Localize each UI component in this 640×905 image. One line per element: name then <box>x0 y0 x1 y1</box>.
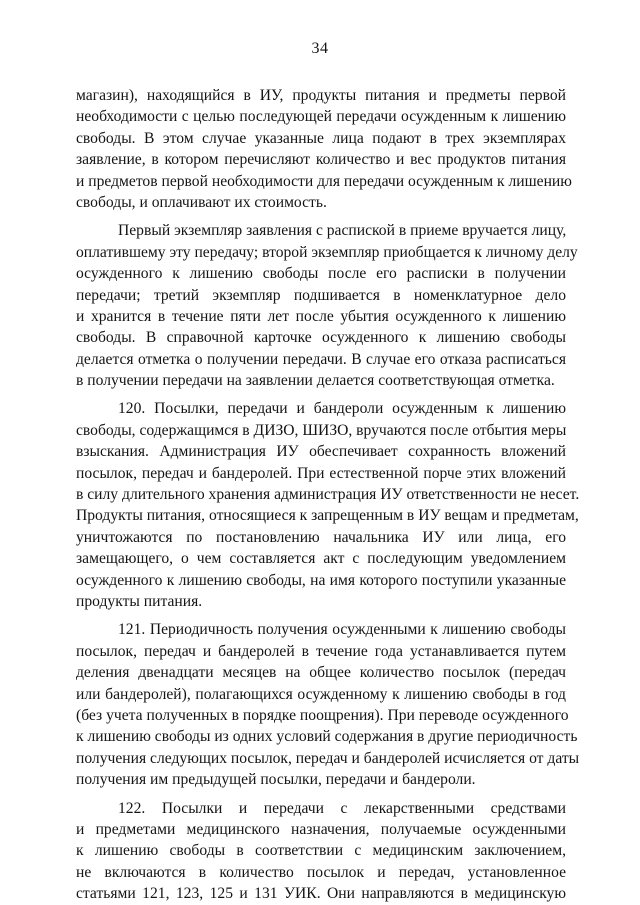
text-line: уничтожаются по постановлению начальника ИУ или лица, его <box>76 528 566 546</box>
text-line: замещающего, о чем составляется акт с последующим уведомлением <box>76 550 566 568</box>
text-line: в получении передачи на заявлении делается соответствующая отметка. <box>76 372 555 390</box>
text-line: свободы, и оплачивают их стоимость. <box>76 193 327 211</box>
text-line: передачи; третий экземпляр подшивается в номенклатурное дело <box>76 286 566 304</box>
paragraph-spacer <box>76 213 566 220</box>
paragraph <box>76 220 578 391</box>
text-line: свободы. В этом случае указанные лица подают в трех экземплярах <box>76 129 566 147</box>
paragraph-spacer <box>76 791 566 798</box>
text-line: 121. Периодичность получения осужденными к лишению свободы <box>118 621 566 639</box>
text-line: Первый экземпляр заявления с распиской в приеме вручается лицу, <box>118 222 567 240</box>
text-line: 122. Посылки и передачи с лекарственными средствами <box>118 799 566 817</box>
text-line: осужденного к лишению свободы, на имя которого поступили указанные <box>76 571 566 589</box>
text-line: посылок, передач и бандеролей. При естественной порче этих вложений <box>76 464 566 482</box>
text-line: в силу длительного хранения администрация ИУ ответственности не несет. <box>76 486 580 504</box>
text-line: не включаются в количество посылок и передач, установленное <box>76 863 566 881</box>
text-line: получения им предыдущей посылки, передачи и бандероли. <box>76 771 476 789</box>
paragraph-spacer <box>76 391 566 398</box>
text-line: продукты питания. <box>76 592 203 610</box>
text-line: Продукты питания, относящиеся к запрещенным в ИУ вещам и предметам, <box>76 507 579 525</box>
paragraph <box>76 398 580 612</box>
text-line: статьями 121, 123, 125 и 131 УИК. Они направляются в медицинскую <box>76 885 566 903</box>
text-line: делается отметка о получении передачи. В случае его отказа расписаться <box>76 350 566 368</box>
page-number: 34 <box>311 40 329 57</box>
text-line: посылок, передач и бандеролей в течение года устанавливается путем <box>76 642 566 660</box>
text-line: 120. Посылки, передачи и бандероли осужденным к лишению <box>118 400 566 418</box>
text-line: взыскания. Администрация ИУ обеспечивает сохранность вложений <box>76 443 566 461</box>
text-line: или бандеролей), полагающихся осужденному к лишению свободы в год <box>76 685 566 703</box>
paragraph <box>76 619 580 790</box>
text-line: (без учета полученных в порядке поощрения). При переводе осужденного <box>76 706 569 724</box>
text-line: осужденного к лишению свободы после его расписки в получении <box>76 265 566 283</box>
paragraph <box>76 85 572 213</box>
text-line: оплатившему эту передачу; второй экземпляр приобщается к личному делу <box>76 243 578 261</box>
text-line: и хранится в течение пяти лет после убытия осужденного к лишению <box>76 307 566 325</box>
text-line: и предметами медицинского назначения, получаемые осужденными <box>76 820 566 838</box>
text-line: и предметов первой необходимости для передачи осужденным к лишению <box>76 172 572 190</box>
paragraph <box>76 798 566 905</box>
text-line: магазин), находящийся в ИУ, продукты питания и предметы первой <box>76 87 566 104</box>
text-line: к лишению свободы в соответствии с медицинским заключением, <box>76 842 566 860</box>
text-line: к лишению свободы из одних условий содержания в другие периодичность <box>76 728 578 746</box>
text-line: свободы, содержащимся в ДИЗО, ШИЗО, вручаются после отбытия меры <box>76 421 567 439</box>
paragraph-spacer <box>76 612 566 619</box>
text-line: свободы. В справочной карточке осужденного к лишению свободы <box>76 329 566 347</box>
document-body <box>76 85 580 904</box>
text-line: получения следующих посылок, передач и бандеролей исчисляется от даты <box>76 749 580 767</box>
text-line: заявление, в котором перечисляют количество и вес продуктов питания <box>76 151 566 169</box>
text-line: необходимости с целью последующей передачи осужденным к лишению <box>76 108 566 126</box>
text-line: деления двенадцати месяцев на общее количество посылок (передач <box>76 664 566 682</box>
